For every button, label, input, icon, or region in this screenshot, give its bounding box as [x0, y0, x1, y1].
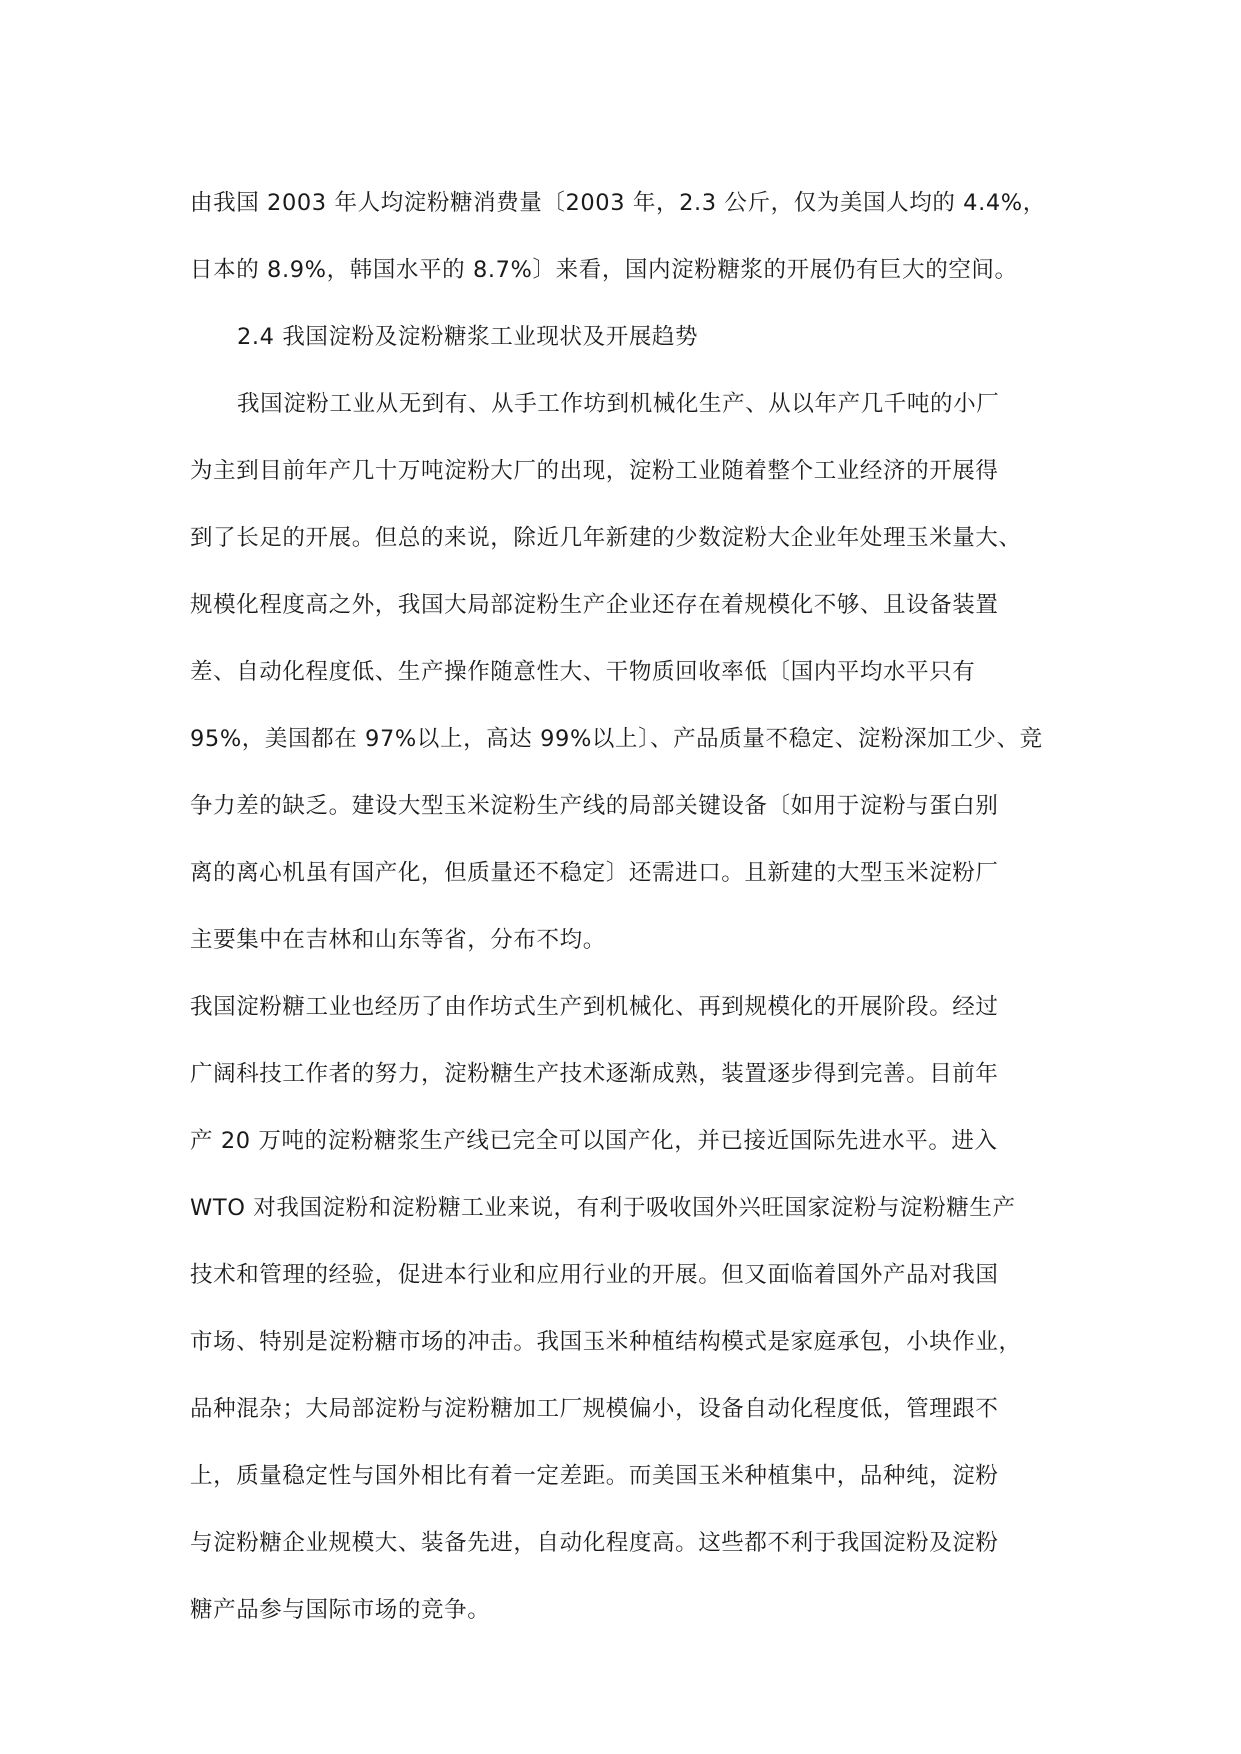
text-line: 市场、特别是淀粉糖市场的冲击。我国玉米种植结构模式是家庭承包，小块作业，: [190, 1329, 1022, 1355]
text-line: 主要集中在吉林和山东等省，分布不均。: [190, 927, 606, 953]
text-line: 到了长足的开展。但总的来说，除近几年新建的少数淀粉大企业年处理玉米量大、: [190, 525, 1022, 551]
text-line: 上，质量稳定性与国外相比有着一定差距。而美国玉米种植集中，品种纯，淀粉: [190, 1463, 999, 1489]
document-body: [190, 170, 1052, 1644]
text-line: 95%，美国都在 97%以上，高达 99%以上〕、产品质量不稳定、淀粉深加工少、竞: [190, 726, 1043, 752]
text-line: 技术和管理的经验，促进本行业和应用行业的开展。但又面临着国外产品对我国: [190, 1262, 999, 1288]
text-line: 差、自动化程度低、生产操作随意性大、干物质回收率低〔国内平均水平只有: [190, 659, 976, 685]
text-line: 我国淀粉工业从无到有、从手工作坊到机械化生产、从以年产几千吨的小厂: [237, 391, 1000, 417]
text-line: 品种混杂；大局部淀粉与淀粉糖加工厂规模偏小，设备自动化程度低，管理跟不: [190, 1396, 999, 1422]
text-line: 日本的 8.9%，韩国水平的 8.7%〕来看，国内淀粉糖浆的开展仍有巨大的空间。: [190, 257, 1018, 283]
text-line: WTO 对我国淀粉和淀粉糖工业来说，有利于吸收国外兴旺国家淀粉与淀粉糖生产: [190, 1195, 1016, 1221]
paragraph-starch-industry: [190, 371, 1052, 974]
section-heading-text: 2.4 我国淀粉及淀粉糖浆工业现状及开展趋势: [237, 324, 699, 350]
text-line: 由我国 2003 年人均淀粉糖消费量〔2003 年，2.3 公斤，仅为美国人均的 4.4%，: [190, 190, 1046, 216]
text-line: 为主到目前年产几十万吨淀粉大厂的出现，淀粉工业随着整个工业经济的开展得: [190, 458, 999, 484]
paragraph-intro-consumption: [190, 170, 1052, 304]
section-heading: [190, 304, 1052, 371]
text-line: 广阔科技工作者的努力，淀粉糖生产技术逐渐成熟，装置逐步得到完善。目前年: [190, 1061, 999, 1087]
text-line: 糖产品参与国际市场的竞争。: [190, 1597, 491, 1623]
text-line: 产 20 万吨的淀粉糖浆生产线已完全可以国产化，并已接近国际先进水平。进入: [190, 1128, 998, 1154]
text-line: 与淀粉糖企业规模大、装备先进，自动化程度高。这些都不利于我国淀粉及淀粉: [190, 1530, 999, 1556]
text-line: 我国淀粉糖工业也经历了由作坊式生产到机械化、再到规模化的开展阶段。经过: [190, 994, 999, 1020]
text-line: 规模化程度高之外，我国大局部淀粉生产企业还存在着规模化不够、且设备装置: [190, 592, 999, 618]
text-line: 离的离心机虽有国产化，但质量还不稳定〕还需进口。且新建的大型玉米淀粉厂: [190, 860, 999, 886]
paragraph-starch-sugar-industry: [190, 974, 1052, 1644]
text-line: 争力差的缺乏。建设大型玉米淀粉生产线的局部关键设备〔如用于淀粉与蛋白别: [190, 793, 999, 819]
